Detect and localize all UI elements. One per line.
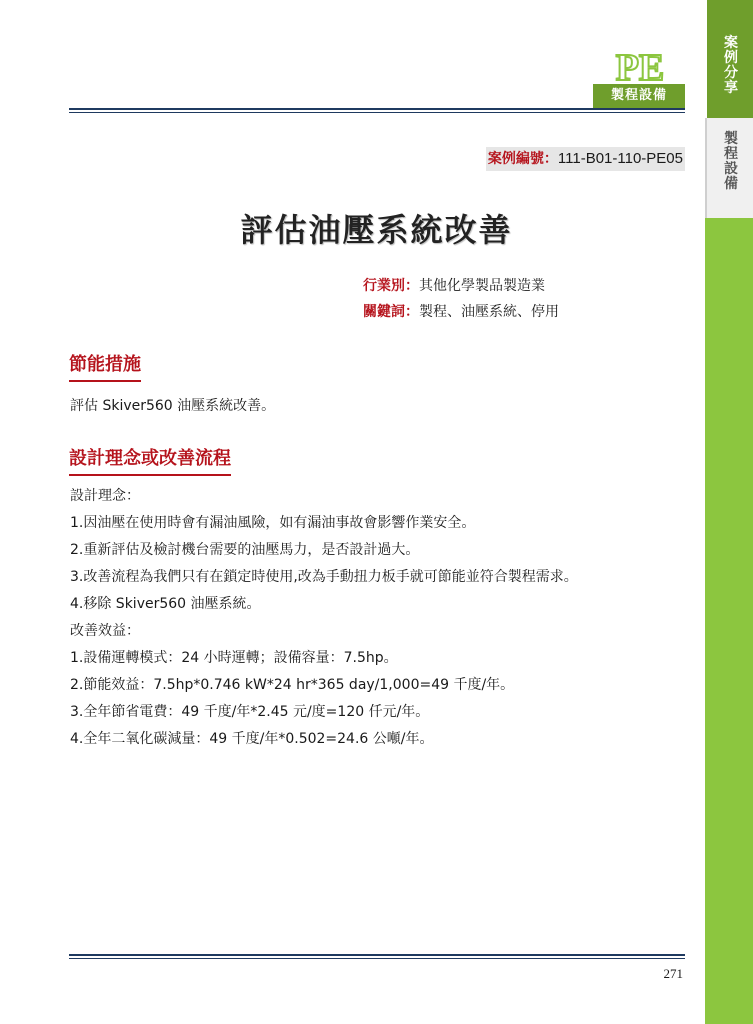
page-number: 271: [663, 966, 683, 981]
case-number: [486, 147, 685, 171]
side-tab-case-share-label: 案 例 分 享: [724, 35, 738, 96]
header-rule: [69, 108, 685, 110]
design-line: 1.因油壓在使用時會有漏油風險，如有漏油事故會影響作業安全。: [70, 515, 476, 531]
industry-row: [363, 276, 545, 296]
design-line: 設計理念：: [70, 488, 140, 504]
design-line: 4.移除 Skiver560 油壓系統。: [70, 596, 261, 612]
section-heading-measure: 節能措施: [69, 350, 141, 382]
side-tab-process-equipment: [705, 118, 753, 218]
design-line: 2.重新評估及檢討機台需要的油壓馬力，是否設計過大。: [70, 542, 420, 558]
design-line: 1.設備運轉模式：24 小時運轉；設備容量：7.5hp。: [70, 650, 398, 666]
industry-label: 行業別：: [363, 278, 419, 294]
side-tab-process-equipment-label: 製 程 設 備: [724, 131, 738, 192]
design-line: 2.節能效益：7.5hp*0.746 kW*24 hr*365 day/1,000=49 千度/年。: [70, 677, 515, 693]
design-line: 3.全年節省電費：49 千度/年*2.45 元/度=120 仟元/年。: [70, 704, 430, 720]
pe-category-label: 製程設備: [593, 84, 685, 108]
design-line: 3.改善流程為我們只有在鎖定時使用,改為手動扭力板手就可節能並符合製程需求。: [70, 569, 578, 585]
industry-value: 其他化學製品製造業: [419, 278, 545, 294]
section-heading-design: 設計理念或改善流程: [69, 444, 231, 476]
footer-rule-thin: [69, 958, 685, 959]
case-number-label: 案例編號：: [487, 151, 558, 167]
footer-rule: [69, 954, 685, 956]
pe-logo-text: PE: [615, 47, 665, 84]
side-tab-case-share: [705, 0, 753, 118]
measure-text: 評估 Skiver560 油壓系統改善。: [70, 398, 276, 414]
pe-logo: [594, 46, 686, 84]
keywords-label: 關鍵詞：: [363, 304, 419, 320]
side-tab: [705, 0, 753, 1024]
design-content: [70, 486, 578, 756]
header-rule-thin: [69, 112, 685, 113]
design-line: 改善效益：: [70, 623, 140, 639]
case-number-value: 111-B01-110-PE05: [557, 150, 683, 167]
keywords-value: 製程、油壓系統、停用: [419, 304, 559, 320]
page-title: 評估油壓系統改善: [240, 211, 513, 249]
keywords-row: [363, 302, 559, 322]
design-line: 4.全年二氧化碳減量：49 千度/年*0.502=24.6 公噸/年。: [70, 731, 434, 747]
